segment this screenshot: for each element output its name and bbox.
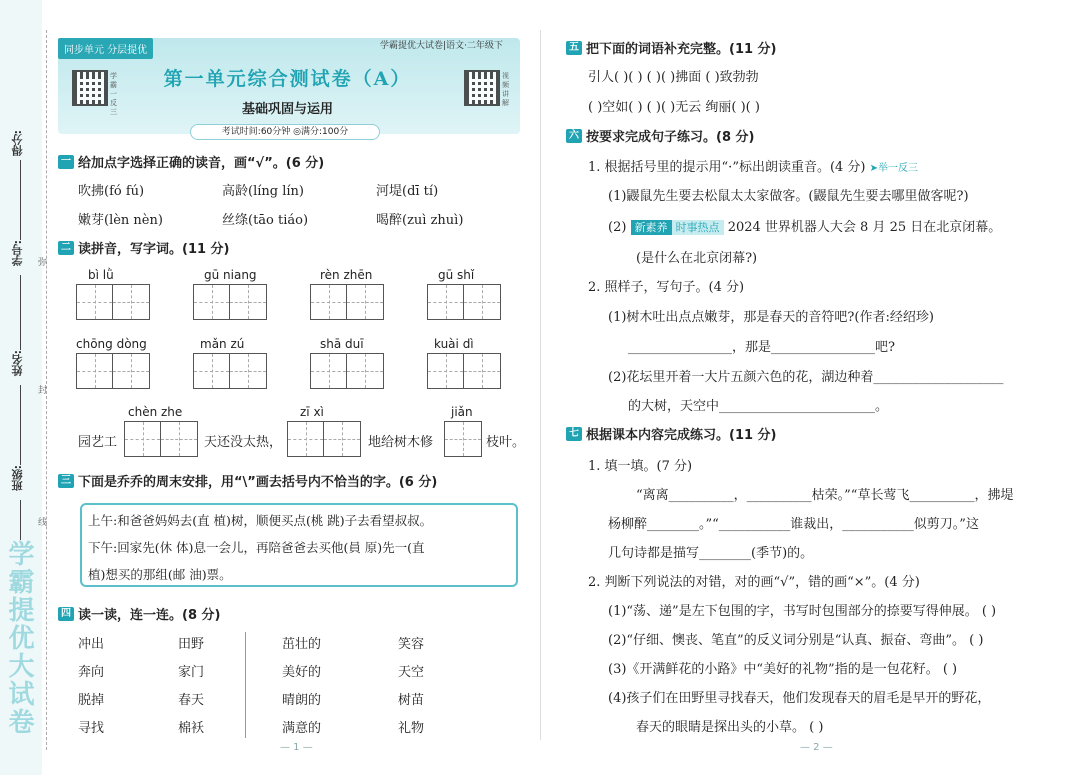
match-word[interactable]: 冲出 xyxy=(78,637,105,652)
judge-item[interactable]: 春天的眼睛是探出头的小草。 ( ) xyxy=(636,720,824,735)
judge-item[interactable]: (3)《开满鲜花的小路》中“美好的礼物”指的是一包花籽。 ( ) xyxy=(608,662,958,677)
sentence-text: 天还没太热， xyxy=(204,435,283,450)
question-body: 2024 世界机器人大会 8 月 25 日在北京闭幕。 xyxy=(727,220,1002,235)
section-1-heading xyxy=(58,152,324,171)
match-word[interactable]: 田野 xyxy=(178,637,205,652)
writing-grid[interactable] xyxy=(310,353,384,389)
match-word[interactable]: 寻找 xyxy=(78,721,105,736)
section-number: 七 xyxy=(566,427,582,441)
pinyin-choice: 嫩芽(lèn nèn) xyxy=(78,213,163,228)
page-divider xyxy=(540,30,541,740)
pinyin-prompt: rèn zhēn xyxy=(320,268,373,282)
name-field-label: 姓名: xyxy=(11,350,24,377)
writing-grid[interactable] xyxy=(427,353,501,389)
page-subtitle: 基础巩固与运用 xyxy=(241,102,333,117)
pinyin-prompt: gū niang xyxy=(204,268,257,282)
cut-label: 弥 xyxy=(38,258,48,268)
section-3-heading xyxy=(58,471,437,490)
match-word[interactable]: 棉袄 xyxy=(178,721,205,736)
section-title: 读一读，连一连。(8 分) xyxy=(78,608,221,623)
fill-line[interactable]: 引人( )( ) ( )( )拂面 ( )致勃勃 xyxy=(588,70,759,85)
cut-label: 封 xyxy=(38,386,48,396)
writing-grid[interactable] xyxy=(310,284,384,320)
new-literacy-tag: 新素养 xyxy=(631,220,672,235)
pinyin-choice: 丝绦(tāo tiáo) xyxy=(222,213,309,228)
current-events-tag: 时事热点 xyxy=(672,220,724,235)
sentence-text: 园艺工 xyxy=(78,435,118,450)
section-5-heading xyxy=(566,38,777,57)
match-word[interactable]: 春天 xyxy=(178,693,205,708)
match-word[interactable]: 脱掉 xyxy=(78,693,105,708)
schedule-line: 上午:和爸爸妈妈去(直 植)树，顺便买点(桃 跳)子去看望叔叔。 xyxy=(88,513,433,528)
pinyin-prompt: shā duī xyxy=(320,337,364,351)
fill-line[interactable]: 的大树，天空中________________________。 xyxy=(628,399,889,414)
hint-link[interactable]: ➤举一反三 xyxy=(869,163,919,174)
page-number: — 1 — xyxy=(280,742,313,753)
score-field-label: 得分: xyxy=(11,130,24,157)
question-text: (1)鼹鼠先生要去松鼠太太家做客。(鼹鼠先生要去哪里做客呢?) xyxy=(608,189,969,204)
match-word[interactable]: 礼物 xyxy=(398,721,425,736)
match-word[interactable]: 晴朗的 xyxy=(282,693,322,708)
id-field-label: 学号: xyxy=(11,240,24,267)
writing-grid[interactable] xyxy=(76,353,150,389)
section-number: 三 xyxy=(58,474,74,488)
page-number: — 2 — xyxy=(800,742,833,753)
section-number: 二 xyxy=(58,241,74,255)
match-word[interactable]: 满意的 xyxy=(282,721,322,736)
section-4-heading xyxy=(58,604,220,623)
section-number: 六 xyxy=(566,129,582,143)
question-prefix: (2) xyxy=(608,220,627,235)
sentence-text: 地给树木修 xyxy=(368,435,434,450)
match-word[interactable]: 美好的 xyxy=(282,665,322,680)
match-word[interactable]: 树苗 xyxy=(398,693,425,708)
class-field-line xyxy=(20,500,21,540)
pinyin-prompt: mǎn zú xyxy=(200,337,245,351)
question-text: (1)树木吐出点点嫩芽，那是春天的音符吧?(作者:经绍珍) xyxy=(608,310,934,325)
section-title: 下面是乔乔的周末安排，用“\”画去括号内不恰当的字。(6 分) xyxy=(78,475,438,490)
writing-grid[interactable] xyxy=(193,284,267,320)
writing-grid[interactable] xyxy=(444,421,482,457)
section-6-heading xyxy=(566,126,754,145)
question-label: 2. 判断下列说法的对错，对的画“√”，错的画“×”。(4 分) xyxy=(588,575,920,590)
id-field-line xyxy=(20,275,21,350)
qr-code-icon xyxy=(72,70,108,106)
pinyin-choice: 高龄(líng lín) xyxy=(222,184,304,199)
fill-line[interactable]: (2)花坛里开着一大片五颜六色的花，湖边种着____________________ xyxy=(608,370,1004,385)
writing-grid[interactable] xyxy=(76,284,150,320)
strip-logo: 学霸提优大试卷 xyxy=(4,540,34,736)
sentence-text: 枝叶。 xyxy=(486,435,526,450)
section-title: 根据课本内容完成练习。(11 分) xyxy=(586,428,777,443)
score-field-line xyxy=(20,160,21,240)
fill-line[interactable]: “离离__________，__________枯荣。”“草长莺飞__________，拂堤 xyxy=(636,488,1014,503)
pinyin-choice: 喝醉(zuì zhuì) xyxy=(376,213,464,228)
judge-item[interactable]: (2)“仔细、懊丧、笔直”的反义词分别是“认真、振奋、弯曲”。 ( ) xyxy=(608,633,984,648)
pinyin-prompt: gū shǐ xyxy=(438,268,475,282)
qr-caption: 学霸一反三 xyxy=(110,72,117,116)
binding-strip xyxy=(0,0,42,775)
qr-code-icon xyxy=(464,70,500,106)
pinyin-prompt: jiǎn xyxy=(451,405,473,419)
fill-line[interactable]: ( )空如( ) ( )( )无云 绚丽( )( ) xyxy=(588,100,760,115)
match-word[interactable]: 家门 xyxy=(178,665,205,680)
writing-grid[interactable] xyxy=(427,284,501,320)
match-word[interactable]: 笑容 xyxy=(398,637,425,652)
question-label: 1. 填一填。(7 分) xyxy=(588,459,693,474)
section-number: 一 xyxy=(58,155,74,169)
judge-item[interactable]: (4)孩子们在田野里寻找春天，他们发现春天的眉毛是早开的野花， xyxy=(608,691,991,706)
class-field-label: 班级: xyxy=(11,465,24,492)
pinyin-prompt: bì lǜ xyxy=(88,268,114,282)
pinyin-choice: 吹拂(fó fú) xyxy=(78,184,145,199)
section-title: 把下面的词语补充完整。(11 分) xyxy=(586,42,777,57)
section-2-heading xyxy=(58,238,230,257)
name-field-line xyxy=(20,385,21,465)
question-text: (是什么在北京闭幕?) xyxy=(636,251,758,266)
cut-label: 线 xyxy=(38,518,48,528)
fill-line[interactable]: 杨柳醉________。”“___________谁裁出，___________似剪刀。”这 xyxy=(608,517,979,532)
section-title: 给加点字选择正确的读音，画“√”。(6 分) xyxy=(78,156,325,171)
schedule-line: 下午:回家先(休 体)息一会儿，再陪爸爸去买他(員 原)先一(直 xyxy=(88,540,425,555)
section-7-heading xyxy=(566,424,777,443)
fill-line[interactable]: 几句诗都是描写________(季节)的。 xyxy=(608,546,814,561)
series-title: 学霸提优大试卷|语文·二年级下 xyxy=(380,41,503,51)
unit-tag: 同步单元 分层提优 xyxy=(58,38,153,59)
question-label: 2. 照样子，写句子。(4 分) xyxy=(588,280,745,295)
writing-grid[interactable] xyxy=(193,353,267,389)
judge-item[interactable]: (1)“荡、递”是左下包围的字，书写时包围部分的捺要写得伸展。 ( ) xyxy=(608,604,997,619)
schedule-line: 植)想买的那组(邮 油)票。 xyxy=(88,567,232,582)
writing-grid[interactable] xyxy=(287,421,361,457)
section-title: 读拼音，写字词。(11 分) xyxy=(78,242,230,257)
exam-info: 考试时间:60分钟 ◎满分:100分 xyxy=(190,124,380,140)
pinyin-choice: 河堤(dī tí) xyxy=(376,184,439,199)
writing-grid[interactable] xyxy=(124,421,198,457)
column-divider xyxy=(245,632,246,738)
section-number: 五 xyxy=(566,41,582,55)
section-number: 四 xyxy=(58,607,74,621)
pinyin-prompt: chèn zhe xyxy=(128,405,183,419)
match-word[interactable]: 茁壮的 xyxy=(282,637,322,652)
match-word[interactable]: 奔向 xyxy=(78,665,105,680)
qr-caption: 视频讲解 xyxy=(502,72,509,107)
question-text xyxy=(588,156,918,175)
question-text xyxy=(608,216,1001,235)
section-title: 按要求完成句子练习。(8 分) xyxy=(586,130,755,145)
pinyin-prompt: chōng dòng xyxy=(76,337,147,351)
match-word[interactable]: 天空 xyxy=(398,665,425,680)
pinyin-prompt: zī xì xyxy=(300,405,324,419)
fill-line[interactable]: ________________，那是________________吧? xyxy=(628,340,895,355)
question-label: 1. 根据括号里的提示用“·”标出朗读重音。(4 分) xyxy=(588,160,866,175)
page-title: 第一单元综合测试卷（A） xyxy=(163,68,412,90)
pinyin-prompt: kuài dì xyxy=(434,337,474,351)
